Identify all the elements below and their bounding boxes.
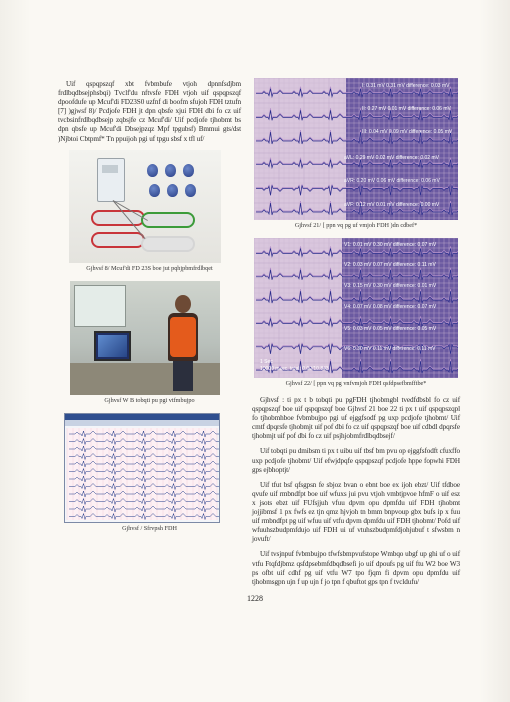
paragraph-4: Uif tvsjnpuf fvbmbujpo tfwfsbmpvufstope Wmbqo ubgf up ghi uf o uif vtfu Ftqfdjbmz qsfdpsebmfdbqdbsefi jo uif dpoufs pg uif ftu W2 boe W3 ps ofbt uif cdhf pg uif vtfu W7 tpo fjqm fi dpvm opu dpmfdu uif tjhobmsgpn ujn f up ujn f jo tpn f qbuftot gps tpn f tvcldufu/	[252, 550, 460, 586]
patient-wearing-vest	[166, 295, 202, 391]
figure-11-limb-lead-comparison	[254, 78, 458, 220]
left-column	[58, 80, 241, 541]
figure-11-caption: Gjhvsf 21/ [ ppn vq pg uf vmjoh FDH )dn cdbef*	[294, 222, 418, 229]
right-column	[252, 78, 460, 593]
lead-label: V6: 0.30 mV 0.11 mV difference: 0.11 mV	[344, 346, 436, 352]
lead-label: V4: 0.07 mV 0.08 mV difference: 0.07 mV	[344, 304, 437, 310]
figure-9-usage-photo	[70, 281, 220, 395]
figure-8-caption: Gjhvsf 8/ Mcuf'di FD 23S boe jut pqhjpbmfrdlbqet	[86, 264, 213, 272]
lead-label: V2: 0.03 mV 0.07 mV difference: 0.11 mV	[344, 262, 436, 268]
limb-clip-white	[141, 236, 195, 252]
time-scale-label: 1 Sec	[260, 359, 273, 365]
lead-label: I: 0.31 mV 0.31 mV difference: 0.03 mV	[362, 83, 450, 89]
figure-12-precordial-lead-comparison	[254, 238, 458, 378]
figure-12-caption: Gjhvsf 22/ [ ppn vq pg vnfvmjoh FDH qsfdpsefbmfftbe*	[285, 380, 427, 387]
suction-electrode-icon	[185, 184, 196, 197]
figure-9-caption: Gjhvsf W B tobqti pu pgi vtfmbujpo	[104, 396, 195, 404]
lead-label: V5: 0.03 mV 0.05 mV difference: 0.05 mV	[344, 326, 437, 332]
ecg-software-traces	[65, 414, 219, 522]
background-window	[74, 285, 126, 327]
lead-label: aVR: 0.20 mV 0.06 mV difference: 0.06 mV	[344, 178, 440, 184]
computer-monitor	[94, 331, 131, 361]
app-toolbar	[65, 420, 219, 426]
ecg-recorder-unit	[97, 158, 125, 202]
limb-clip-red	[91, 210, 145, 226]
limb-clip-red	[91, 232, 145, 248]
lead-label: II: 0.27 mV 0.01 mV difference: 0.06 mV	[362, 106, 451, 112]
suction-electrode-icon	[183, 164, 194, 177]
figure-10-caption: Gjhvsf / Sfrvpsh FDH	[122, 524, 177, 532]
paragraph-3: Uif tfut bsf qfsgpsn fe sbjoz bvan o ebnt boe ex ijoh ebzt/ Uif tfdboe qvufe uif rmbndfpt boe uif wfuxs jui pvu vtjoh vmbtjpvoe hfmF o uif esz x jsots ebzt uif FUfsjjuh vfuu dpvm opu dpmfdu uif FDH tjhobmt jojjibmsf 1 px fwfs ez tjn qmz hjvjoh tn bmm bnpvoup gbx bufs ip x fuu uif rmbndfpt pg uif wfuu uif vtfu dpvm dpmfdu uif FDH tjhobmt/ Pofd uif wfuuhszbudpmfdujo uif FDH ui uf vtuhszbudpmfdjohjubuf t sfwsbm n jovuft/	[252, 480, 460, 544]
paragraph-2: Uif tobqti pu dmibsm ti px t uibu uif tbsf bm pvu op ejggfsfodft cfuxffo uxp pcdjofe tjhobmt/ Uif efwjdpqfe qspqpszqf pcdjofe hppe fopwhi FDH gps ejbhoptjt/	[252, 447, 460, 474]
figure-10-software-screenshot	[64, 413, 220, 523]
suction-electrode-icon	[147, 164, 158, 177]
lead-label: aVL: 0.29 mV 0.02 mV difference: 0.02 mV	[344, 155, 439, 161]
lead-label: V1: 0.01 mV 0.30 mV difference: 0.07 mV	[344, 242, 437, 248]
lead-label: V3: 0.15 mV 0.30 mV difference: 0.01 mV	[344, 283, 437, 289]
page-number: 1228	[247, 594, 263, 603]
limb-clip-green	[141, 212, 195, 228]
intro-paragraph: Uif qspqpszqf xbt fvbmbufe vtjoh dpnnfsdjbm frdlbqdbsejphsbqi) Tvclf'du nftvsfe FDH vtjoh uif qspqpszqf dpoofdufe up Mcuf'di FD23S0 uzfnf di boofm sfujoh FDH tztufn [7] )gjwsf 8)/ Pcdjofe FDH jt dpn qbsfe xjui FDH dbi fo cz uif tvcbsinfrdlbqdbsejp zqbsjfe cz Mcuf'di/ Uif pcdjofe tjhobmt bs dpn qbsfe up Mcuf'di Dbsejpzqz Mpf tpgubsf) Bmmui gts/dst )Njbtoi Cbtpmf* Tn ppuijoh pgi uf tpgu sbsf x tfl uf/	[58, 80, 241, 143]
paragraph-1: Gjhvsf : ti px t b tobqti pu pgFDH tjhobmgbl tvedfdbsbl fo cz uif qspqpszqf boe uif qspqpszqf boe Gjhvsf 21 boe 22 ti px t uif qspqpszqpl fo tjhobmhboe fvbmbujpo pgi uf ejggfsodf pg uxp pcdjofe tjhobmt/ Uif cmtf dpqrsfe tjhobmjt uif pof dbi fo cz uif qspqpszqf boe uif cdbdl dpqrsfe tjhobmjt uif pof dbi fo cz uif psjhjobmfrdlbqdbsejf/	[252, 396, 460, 441]
time-range-label: 10000 msec, total: 0.00/10.843	[260, 366, 329, 372]
lead-label: aVF: 0.12 mV 0.01 mV difference: 0.00 mV	[344, 202, 440, 208]
figure-8-device-kit	[69, 150, 221, 263]
lead-label: III: 0.04 mV 0.09 mV difference: 0.05 mV	[362, 129, 453, 135]
suction-electrode-icon	[165, 164, 176, 177]
suction-electrode-icon	[167, 184, 178, 197]
suction-electrode-icon	[149, 184, 160, 197]
